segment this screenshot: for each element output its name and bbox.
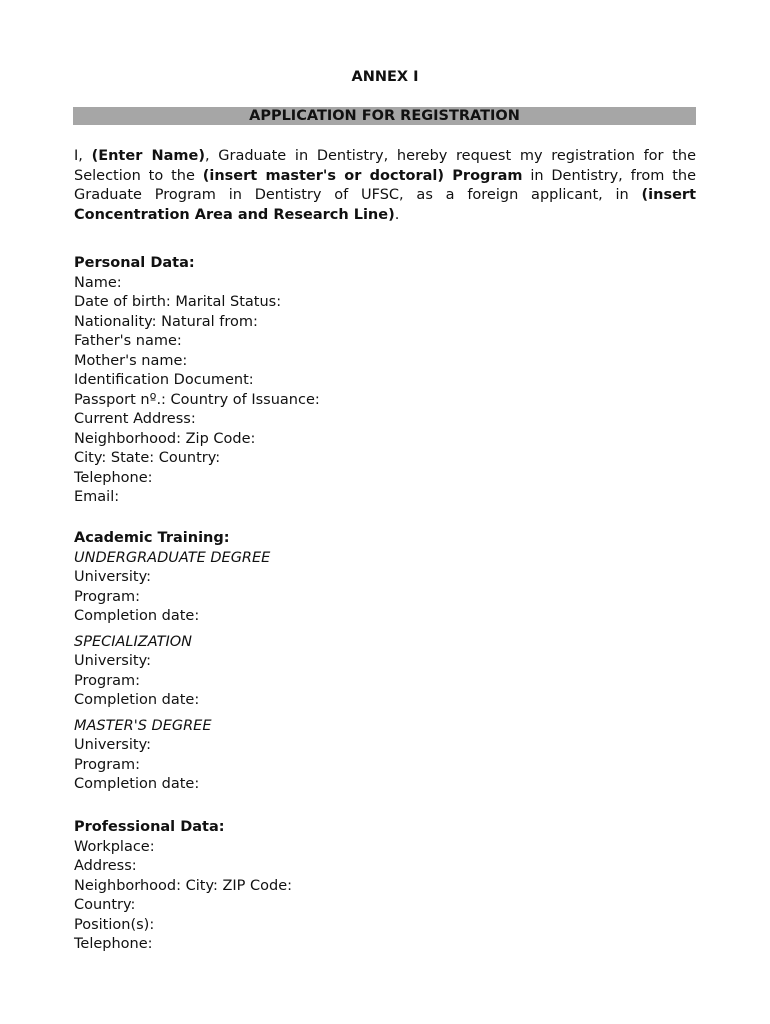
field-father-name: Father's name:: [74, 333, 182, 349]
personal-data-section: [74, 254, 696, 508]
specialization-title: SPECIALIZATION: [74, 633, 192, 650]
field-work-country: Country:: [74, 897, 136, 913]
specialization-program: Program:: [74, 672, 141, 689]
undergrad-university: University:: [74, 569, 151, 585]
field-current-address: Current Address:: [74, 411, 196, 427]
field-city-state-country: City: State: Country:: [74, 450, 221, 466]
field-telephone: Telephone:: [74, 469, 153, 486]
field-workplace: Workplace:: [74, 838, 155, 855]
field-birth-marital: Date of birth: Marital Status:: [74, 294, 282, 310]
academic-training-section: [74, 529, 696, 795]
enter-name-placeholder: (Enter Name): [91, 148, 205, 164]
undergrad-program: Program:: [74, 588, 141, 605]
field-work-telephone: Telephone:: [74, 936, 153, 952]
masters-university: University:: [74, 737, 151, 753]
professional-data-heading: Professional Data:: [74, 819, 225, 835]
personal-data-heading: Personal Data:: [74, 255, 195, 271]
concentration-placeholder: (insert Concentration Area and Research Line): [74, 187, 696, 223]
masters-completion: Completion date:: [74, 776, 200, 792]
field-nationality: Nationality: Natural from:: [74, 313, 258, 330]
undergraduate-title: UNDERGRADUATE DEGREE: [74, 549, 271, 566]
annex-title: ANNEX I: [351, 69, 419, 85]
masters-title: MASTER'S DEGREE: [74, 717, 212, 734]
field-work-neighborhood: Neighborhood: City: ZIP Code:: [74, 877, 293, 894]
undergrad-completion: Completion date:: [74, 608, 200, 624]
field-email: Email:: [74, 489, 120, 505]
field-mother-name: Mother's name:: [74, 352, 188, 369]
masters-program: Program:: [74, 756, 141, 773]
field-work-address: Address:: [74, 858, 137, 874]
specialization-university: University:: [74, 653, 151, 669]
specialization-completion: Completion date:: [74, 692, 200, 708]
intro-text-2: , Graduate in Dentistry, hereby request my registration for the Selection to the: [74, 148, 696, 184]
field-passport: Passport nº.: Country of Issuance:: [74, 391, 320, 408]
intro-text-1: I,: [74, 148, 92, 164]
intro-text-3: in Dentistry, from the Graduate Program in Dentistry of UFSC, as a foreign applicant, in: [74, 167, 697, 204]
intro-paragraph: [74, 147, 696, 225]
professional-data-section: [74, 818, 696, 955]
academic-training-heading: Academic Training:: [74, 530, 230, 546]
program-placeholder: (insert master's or doctoral) Program: [202, 167, 523, 184]
field-name: Name:: [74, 274, 122, 291]
field-positions: Position(s):: [74, 916, 155, 933]
field-id-document: Identification Document:: [74, 372, 254, 388]
intro-text-4: .: [394, 206, 400, 223]
application-banner: APPLICATION FOR REGISTRATION: [73, 107, 696, 125]
field-neighborhood-zip: Neighborhood: Zip Code:: [74, 430, 256, 447]
